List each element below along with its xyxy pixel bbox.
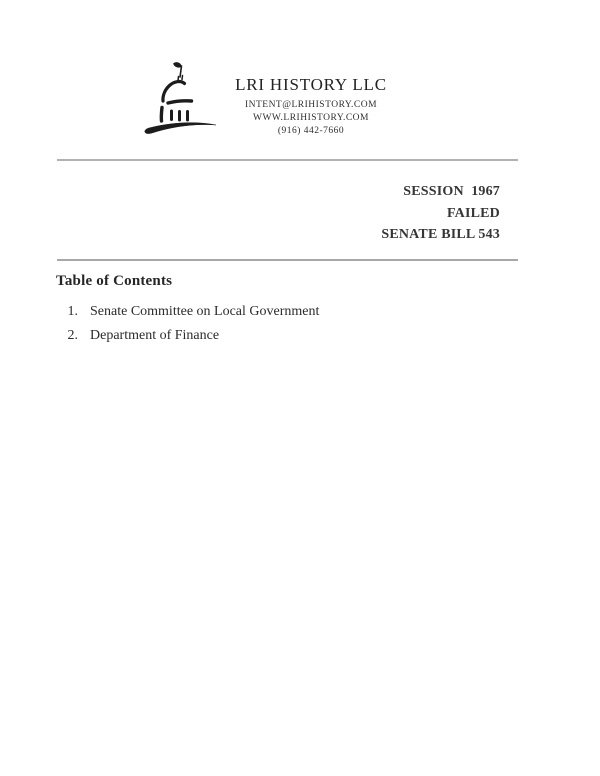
toc-item-number: 2. [67,328,78,343]
company-phone: (916) 442-7660 [277,126,345,136]
toc-item [57,328,319,352]
bill-number-line: SENATE BILL 543 [381,227,500,242]
company-name: LRI HISTORY LLC [235,75,387,94]
company-email: INTENT@LRIHISTORY.COM [244,100,378,110]
company-website: WWW.LRIHISTORY.COM [253,113,369,123]
toc-title: Table of Contents [56,273,173,289]
toc-item [57,304,319,328]
toc-item-number: 1. [67,304,78,319]
toc-item-label: Department of Finance [90,328,220,343]
bill-info-block [260,181,500,246]
session-line: SESSION 1967 [403,184,500,199]
toc-list [57,304,319,352]
divider-bottom [57,259,518,261]
letterhead-text [206,74,416,138]
toc-item-label: Senate Committee on Local Government [90,304,320,319]
bill-status-line: FAILED [446,205,500,221]
divider-top [57,159,518,161]
